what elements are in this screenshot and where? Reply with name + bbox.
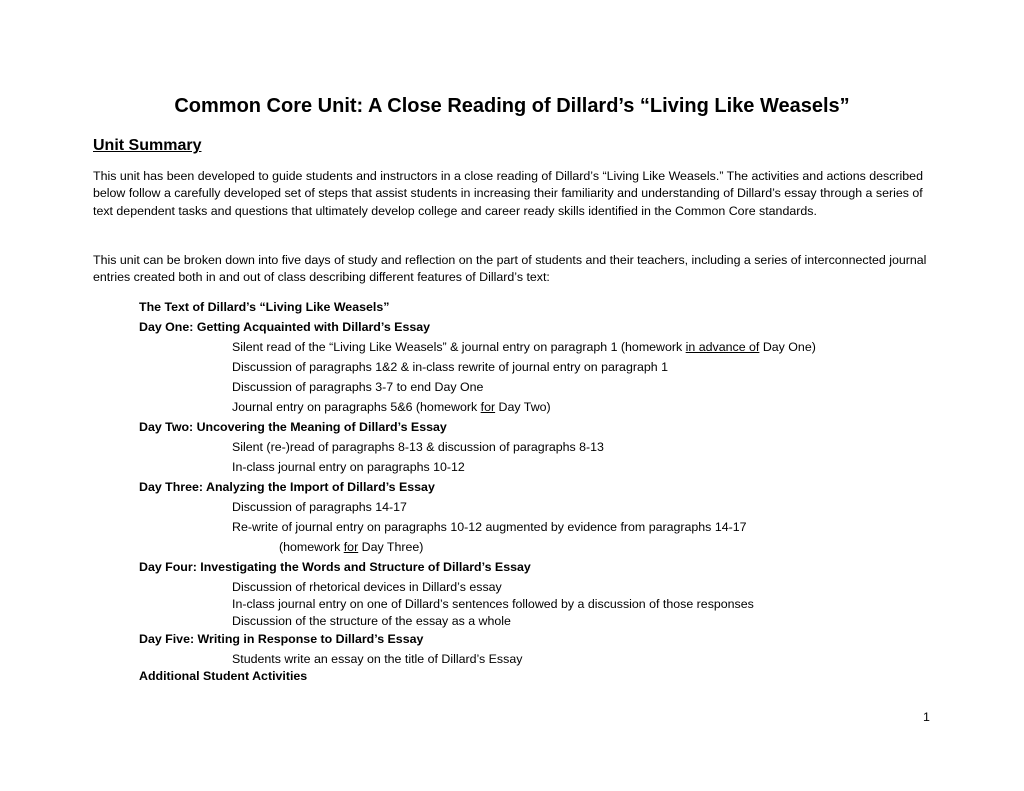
day-four-item-3: Discussion of the structure of the essay as a whole [232, 614, 511, 628]
day-three-item-3-suffix: Day Three) [358, 540, 424, 554]
additional-activities-heading: Additional Student Activities [139, 669, 308, 683]
day-two-heading: Day Two: Uncovering the Meaning of Dillard’s Essay [139, 420, 447, 434]
day-three-item-3-underlined: for [343, 540, 359, 554]
day-four-item-1: Discussion of rhetorical devices in Dillard’s essay [232, 580, 502, 594]
day-one-item-1-text: Silent read of the “Living Like Weasels” & journal entry on paragraph 1 (homework [232, 340, 686, 354]
day-five-item-1: Students write an essay on the title of Dillard’s Essay [232, 652, 523, 666]
day-one-item-4 [232, 399, 551, 416]
day-five-heading: Day Five: Writing in Response to Dillard’s Essay [139, 632, 424, 646]
text-heading: The Text of Dillard’s “Living Like Weasels” [139, 300, 390, 314]
day-three-item-2: Re-write of journal entry on paragraphs 10-12 augmented by evidence from paragraphs 14-17 [232, 520, 747, 534]
day-one-item-1 [232, 339, 816, 356]
day-four-item-2: In-class journal entry on one of Dillard’s sentences followed by a discussion of those responses [232, 597, 754, 611]
day-one-item-4-suffix: Day Two) [495, 400, 551, 414]
day-three-item-1: Discussion of paragraphs 14-17 [232, 500, 407, 514]
day-one-item-2: Discussion of paragraphs 1&2 & in-class rewrite of journal entry on paragraph 1 [232, 360, 668, 374]
day-four-heading: Day Four: Investigating the Words and Structure of Dillard’s Essay [139, 560, 531, 574]
page-number: 1 [923, 710, 930, 724]
day-one-item-1-underlined: in advance of [685, 340, 760, 354]
summary-paragraph-1: This unit has been developed to guide students and instructors in a close reading of Dillard’s “Living Like Weasels.” The activities and actions described below follow a carefully developed set of steps that assist students in increasing their familiarity and understanding of Dillard’s essay through a series of text dependent tasks and questions that ultimately develop college and career ready skills identified in the Common Core standards. [93, 169, 923, 218]
day-one-item-4-text: Journal entry on paragraphs 5&6 (homework [232, 400, 481, 414]
day-two-item-1: Silent (re-)read of paragraphs 8-13 & discussion of paragraphs 8-13 [232, 440, 604, 454]
day-one-item-4-underlined: for [480, 400, 496, 414]
day-one-item-3: Discussion of paragraphs 3-7 to end Day One [232, 380, 484, 394]
day-three-item-3-text: (homework [279, 540, 344, 554]
day-three-item-3 [279, 539, 423, 556]
unit-summary-heading: Unit Summary [93, 137, 202, 154]
day-two-item-2: In-class journal entry on paragraphs 10-12 [232, 460, 465, 474]
day-three-heading: Day Three: Analyzing the Import of Dillard’s Essay [139, 480, 435, 494]
day-one-heading: Day One: Getting Acquainted with Dillard’s Essay [139, 320, 431, 334]
page-title: Common Core Unit: A Close Reading of Dillard’s “Living Like Weasels” [174, 95, 850, 117]
day-one-item-1-suffix: Day One) [759, 340, 816, 354]
summary-paragraph-2: This unit can be broken down into five days of study and reflection on the part of students and their teachers, including a series of interconnected journal entries created both in and out of class describing different features of Dillard’s text: [93, 253, 927, 285]
